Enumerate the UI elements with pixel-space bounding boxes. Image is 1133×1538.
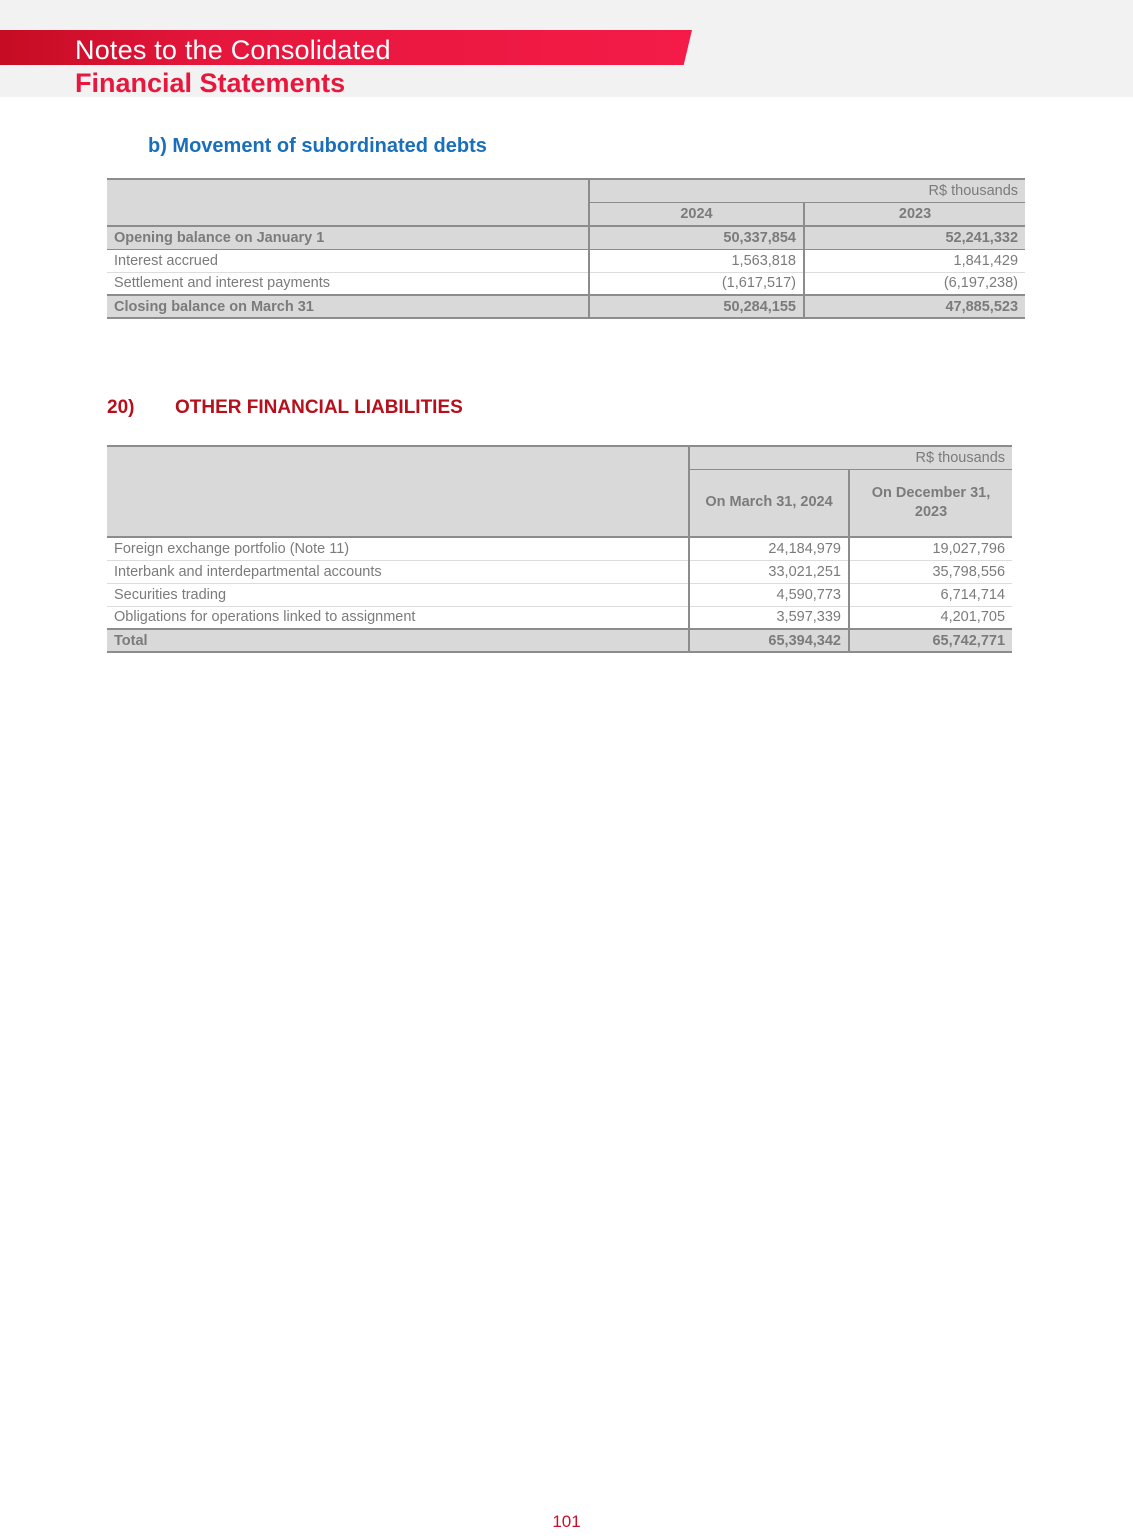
table-header-blank <box>107 179 589 226</box>
section-number: 20) <box>107 397 135 418</box>
cell-december: 35,798,556 <box>849 560 1012 583</box>
row-label: Settlement and interest payments <box>107 272 589 295</box>
table-row <box>107 226 1025 249</box>
unit-label: R$ thousands <box>589 179 1025 202</box>
header-title-line2: Financial Statements <box>75 68 346 98</box>
page-header <box>0 0 1133 97</box>
column-header-december-2023: On December 31, 2023 <box>849 469 1012 537</box>
cell-december: 19,027,796 <box>849 537 1012 560</box>
cell-2024: 50,337,854 <box>589 226 804 249</box>
table-row-total <box>107 629 1012 652</box>
table-row <box>107 249 1025 272</box>
table-row-total <box>107 295 1025 318</box>
section-title <box>107 397 463 419</box>
cell-march: 3,597,339 <box>689 606 849 629</box>
cell-2023: 52,241,332 <box>804 226 1025 249</box>
row-label: Total <box>107 629 689 652</box>
cell-2023: 47,885,523 <box>804 295 1025 318</box>
table-row <box>107 583 1012 606</box>
table-row <box>107 272 1025 295</box>
row-label: Interbank and interdepartmental accounts <box>107 560 689 583</box>
cell-march: 65,394,342 <box>689 629 849 652</box>
table-row <box>107 606 1012 629</box>
cell-2023: 1,841,429 <box>804 249 1025 272</box>
header-title-line1: Notes to the Consolidated <box>75 35 391 65</box>
row-label: Interest accrued <box>107 249 589 272</box>
table-row <box>107 560 1012 583</box>
cell-december: 65,742,771 <box>849 629 1012 652</box>
cell-march: 4,590,773 <box>689 583 849 606</box>
section-heading: OTHER FINANCIAL LIABILITIES <box>175 397 463 418</box>
cell-2024: 50,284,155 <box>589 295 804 318</box>
row-label: Opening balance on January 1 <box>107 226 589 249</box>
row-label: Obligations for operations linked to assignment <box>107 606 689 629</box>
row-label: Closing balance on March 31 <box>107 295 589 318</box>
subordinated-debts-title: b) Movement of subordinated debts <box>148 135 487 157</box>
cell-march: 24,184,979 <box>689 537 849 560</box>
row-label: Foreign exchange portfolio (Note 11) <box>107 537 689 560</box>
other-financial-liabilities-table <box>107 445 1012 653</box>
page-number: 101 <box>552 1512 581 1531</box>
column-header-2023: 2023 <box>804 202 1025 226</box>
cell-march: 33,021,251 <box>689 560 849 583</box>
subordinated-debts-table <box>107 178 1025 319</box>
column-header-2024: 2024 <box>589 202 804 226</box>
cell-2023: (6,197,238) <box>804 272 1025 295</box>
cell-december: 6,714,714 <box>849 583 1012 606</box>
cell-december: 4,201,705 <box>849 606 1012 629</box>
cell-2024: (1,617,517) <box>589 272 804 295</box>
row-label: Securities trading <box>107 583 689 606</box>
unit-label: R$ thousands <box>689 446 1012 469</box>
table-header-blank <box>107 446 689 537</box>
column-header-march-2024: On March 31, 2024 <box>689 469 849 537</box>
cell-2024: 1,563,818 <box>589 249 804 272</box>
table-row <box>107 537 1012 560</box>
